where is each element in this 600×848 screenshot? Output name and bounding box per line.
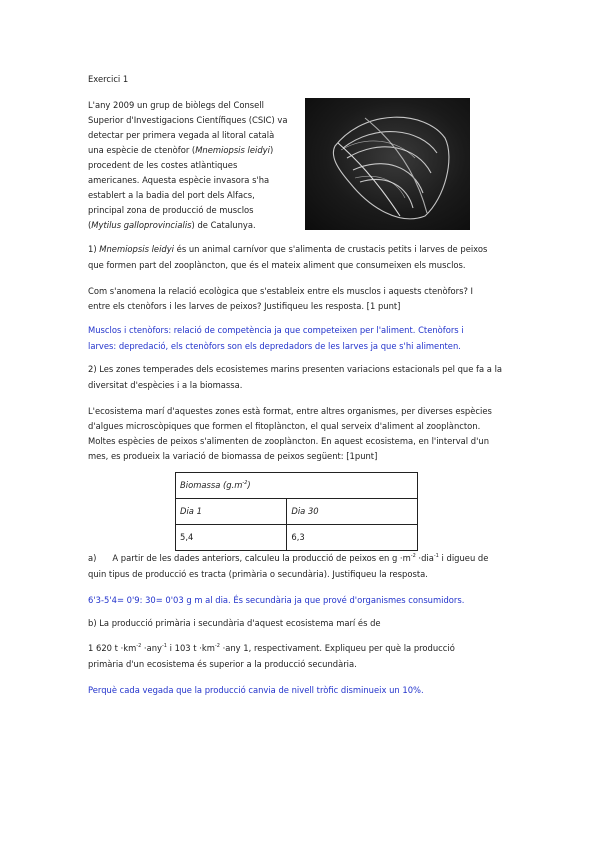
exercise-title: Exercici 1 — [88, 74, 129, 84]
ctenophore-photo — [305, 98, 470, 230]
table-header: Biomassa $(g.m^{-2})$ — [176, 473, 418, 499]
answer-b: Perquè cada vegada que la producció canvia de nivell tròfic disminueix un 10%. — [88, 685, 424, 695]
answer-a: 6'3-5'4= 0'9: 30= 0'03 g m al dia. És secundària ja que prové d'organismes consumidors. — [88, 595, 465, 605]
ctenophore-illustration — [305, 98, 470, 230]
table-cell-day1: Dia 1 — [176, 499, 287, 525]
table-cell-val30: 6,3 — [287, 525, 418, 551]
biomass-table — [175, 472, 418, 551]
table-cell-val1: 5,4 — [176, 525, 287, 551]
table-cell-day30: Dia 30 — [287, 499, 418, 525]
